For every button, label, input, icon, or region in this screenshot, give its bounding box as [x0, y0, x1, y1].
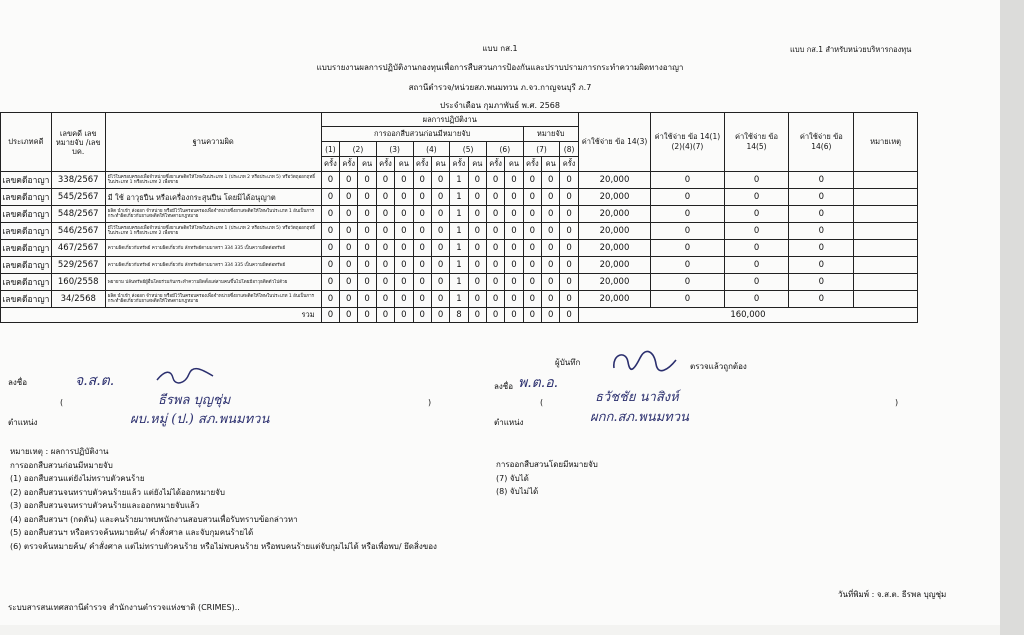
offense-cell: ความผิดเกี่ยวกับทรัพย์ ความผิดเกี่ยวกับ ลักทรัพย์ตามมาตรา 334 335 เป็นความผิดต่อทรัพย์	[105, 240, 321, 257]
case-type-cell: เลขคดีอาญา	[1, 172, 52, 189]
count-cell: 0	[505, 206, 523, 223]
count-cell: 0	[505, 257, 523, 274]
count-cell: 0	[523, 291, 541, 308]
count-cell: 0	[523, 257, 541, 274]
count-cell: 0	[413, 274, 431, 291]
count-cell: 0	[542, 240, 560, 257]
count-cell: 0	[486, 189, 504, 206]
count-cell: 0	[560, 240, 578, 257]
count-cell: 0	[468, 223, 486, 240]
count-cell: 0	[321, 240, 339, 257]
count-cell: 0	[486, 240, 504, 257]
expense-14-1-cell: 0	[651, 291, 724, 308]
count-cell: 0	[505, 189, 523, 206]
expense-14-6-cell: 0	[789, 291, 854, 308]
expense-14-1-header: ค่าใช้จ่าย ข้อ 14(1)(2)(4)(7)	[651, 113, 724, 172]
count-cell: 0	[468, 172, 486, 189]
count-cell: 0	[542, 172, 560, 189]
count-cell: 0	[376, 257, 394, 274]
case-number-cell: 34/2568	[51, 291, 105, 308]
times-label: ครั้ง	[321, 157, 339, 172]
notes-title: หมายเหตุ : ผลการปฏิบัติงาน	[10, 447, 109, 456]
count-cell: 0	[523, 274, 541, 291]
count-cell: 1	[450, 257, 468, 274]
count-cell: 0	[340, 291, 358, 308]
source-system: ระบบสารสนเทศสถานีตำรวจ สำนักงานตำรวจแห่งชาติ (CRIMES)..	[8, 603, 240, 612]
table-row	[1, 257, 918, 274]
count-cell: 0	[468, 189, 486, 206]
count-cell: 1	[450, 291, 468, 308]
offense-header: ฐานความผิด	[105, 113, 321, 172]
offense-cell: มีไว้ในครอบครองเพื่อจำหน่ายซึ่งยาเสพติดให้โทษในประเภท 1 (ประเภท 2 หรือประเภท 5) หรือวัตถุออกฤทธิ์ในประเภท 1 หรือประเภท 2 เพื่อขาย	[105, 223, 321, 240]
offense-cell: ผลิต นำเข้า ส่งออก จำหน่าย หรือมีไว้ในครอบครองเพื่อจำหน่ายซึ่งยาเสพติดให้โทษในประเภท 1 อันเป็นการกระทำผิดเกี่ยวกับยาเสพติดให้โทษตามกฎหมาย	[105, 206, 321, 223]
count-cell: 0	[340, 240, 358, 257]
count-cell: 0	[560, 172, 578, 189]
count-cell: 0	[358, 274, 376, 291]
total-count-cell: 0	[340, 308, 358, 323]
left-signature	[155, 366, 215, 390]
count-cell: 0	[340, 189, 358, 206]
times-label: ครั้ง	[450, 157, 468, 172]
expense-14-3-cell: 20,000	[578, 189, 650, 206]
count-cell: 0	[413, 206, 431, 223]
left-signer-name: ธีรพล บุญชุ่ม	[158, 393, 231, 408]
count-cell: 0	[395, 240, 413, 257]
case-type-cell: เลขคดีอาญา	[1, 291, 52, 308]
printed-by: วันที่พิมพ์ : จ.ส.ต. ธีรพล บุญชุ่ม	[838, 590, 947, 599]
count-cell: 0	[431, 223, 449, 240]
count-cell: 0	[358, 189, 376, 206]
count-cell: 1	[450, 172, 468, 189]
total-label: รวม	[1, 308, 322, 323]
warrant-header: หมายจับ	[523, 127, 578, 142]
count-cell: 0	[358, 257, 376, 274]
total-count-cell: 8	[450, 308, 468, 323]
form-code: แบบ กส.1	[482, 44, 518, 53]
total-count-cell: 0	[395, 308, 413, 323]
expense-14-3-cell: 20,000	[578, 172, 650, 189]
left-position-label: ตำแหน่ง	[8, 418, 38, 427]
count-cell: 0	[542, 189, 560, 206]
persons-label: คน	[395, 157, 413, 172]
note-item: (8) จับไม่ได้	[496, 487, 539, 496]
left-signer-rank: จ.ส.ต.	[75, 373, 115, 389]
count-cell: 0	[486, 206, 504, 223]
note-item: (5) ออกสืบสวนฯ หรือตรวจค้นหมายค้น/ คำสั่งศาล และจับกุมคนร้ายได้	[10, 528, 254, 537]
count-cell: 0	[542, 223, 560, 240]
count-cell: 0	[321, 172, 339, 189]
times-label: ครั้ง	[486, 157, 504, 172]
count-cell: 0	[321, 257, 339, 274]
remark-cell	[854, 172, 918, 189]
count-cell: 0	[340, 274, 358, 291]
expense-14-6-cell: 0	[789, 172, 854, 189]
table-row	[1, 274, 918, 291]
right-close-paren: )	[895, 398, 899, 407]
count-cell: 0	[395, 189, 413, 206]
count-cell: 0	[358, 240, 376, 257]
left-open-paren: (	[60, 398, 64, 407]
persons-label: คน	[505, 157, 523, 172]
count-cell: 0	[376, 240, 394, 257]
expense-14-5-cell: 0	[724, 291, 789, 308]
count-cell: 0	[395, 223, 413, 240]
remark-cell	[854, 206, 918, 223]
count-cell: 0	[486, 223, 504, 240]
count-cell: 0	[431, 274, 449, 291]
table-row	[1, 223, 918, 240]
case-number-cell: 546/2567	[51, 223, 105, 240]
left-close-paren: )	[428, 398, 432, 407]
offense-cell: มี ใช้ อาวุธปืน หรือเครื่องกระสุนปืน โดยมิได้อนุญาต	[105, 189, 321, 206]
total-row	[1, 308, 918, 323]
count-cell: 0	[340, 206, 358, 223]
results-table	[0, 112, 918, 323]
count-cell: 0	[542, 206, 560, 223]
count-cell: 0	[505, 172, 523, 189]
case-number-cell: 529/2567	[51, 257, 105, 274]
total-count-cell: 0	[413, 308, 431, 323]
count-cell: 0	[395, 291, 413, 308]
note-item: (2) ออกสืบสวนจนทราบตัวคนร้ายแล้ว แต่ยังไม่ได้ออกหมายจับ	[10, 487, 225, 497]
total-count-cell: 0	[376, 308, 394, 323]
expense-14-5-cell: 0	[724, 223, 789, 240]
warrant-notes-title: การออกสืบสวนโดยมีหมายจับ	[496, 460, 598, 469]
count-cell: 0	[431, 206, 449, 223]
count-cell: 0	[468, 274, 486, 291]
note-item: (7) จับได้	[496, 473, 529, 483]
total-count-cell: 0	[542, 308, 560, 323]
right-open-paren: (	[540, 398, 544, 407]
expense-14-1-cell: 0	[651, 172, 724, 189]
count-cell: 1	[450, 240, 468, 257]
times-label: ครั้ง	[413, 157, 431, 172]
count-cell: 0	[468, 240, 486, 257]
count-cell: 0	[542, 291, 560, 308]
expense-14-3-cell: 20,000	[578, 257, 650, 274]
total-count-cell: 0	[523, 308, 541, 323]
count-cell: 0	[413, 257, 431, 274]
expense-14-3-cell: 20,000	[578, 274, 650, 291]
count-cell: 0	[505, 291, 523, 308]
count-cell: 0	[486, 257, 504, 274]
count-cell: 0	[321, 223, 339, 240]
times-label: ครั้ง	[560, 157, 578, 172]
count-cell: 0	[340, 172, 358, 189]
count-cell: 0	[413, 189, 431, 206]
expense-14-3-cell: 20,000	[578, 206, 650, 223]
remark-cell	[854, 223, 918, 240]
count-cell: 0	[486, 291, 504, 308]
right-signature	[610, 348, 680, 378]
right-signer-position: ผกก.สภ.พนมทวน	[590, 410, 689, 425]
left-sign-label: ลงชื่อ	[8, 378, 28, 387]
expense-14-3-cell: 20,000	[578, 223, 650, 240]
persons-label: คน	[542, 157, 560, 172]
expense-14-5-cell: 0	[724, 172, 789, 189]
table-body	[1, 172, 918, 323]
count-cell: 0	[321, 291, 339, 308]
count-cell: 0	[486, 172, 504, 189]
note-item: (3) ออกสืบสวนจนทราบตัวคนร้ายและออกหมายจับแล้ว	[10, 501, 200, 510]
expense-14-5-cell: 0	[724, 206, 789, 223]
case-type-cell: เลขคดีอาญา	[1, 189, 52, 206]
results-header: ผลการปฏิบัติงาน	[321, 113, 578, 127]
expense-14-6-cell: 0	[789, 206, 854, 223]
expense-14-1-cell: 0	[651, 257, 724, 274]
expense-14-6-cell: 0	[789, 274, 854, 291]
count-cell: 0	[358, 291, 376, 308]
count-cell: 0	[431, 291, 449, 308]
note-item: (6) ตรวจค้นหมายค้น/ คำสั่งศาล แต่ไม่ทราบตัวคนร้าย หรือไม่พบคนร้าย หรือพบคนร้ายแต่จับกุมไม่ได้ หรือเพื่อพบ/ ยึดสิ่งของ	[10, 541, 437, 551]
case-number-header: เลขคดี เลขหมายจับ /เลข บค.	[51, 113, 105, 172]
case-type-cell: เลขคดีอาญา	[1, 274, 52, 291]
case-number-cell: 467/2567	[51, 240, 105, 257]
note-item: (1) ออกสืบสวนแต่ยังไม่ทราบตัวคนร้าย	[10, 474, 145, 483]
note-item: (4) ออกสืบสวนฯ (กดดัน) และคนร้ายมาพบพนักงานสอบสวนเพื่อรับทราบข้อกล่าวหา	[10, 514, 298, 524]
right-position-label: ตำแหน่ง	[494, 418, 524, 427]
notes-right	[496, 458, 598, 499]
count-cell: 0	[340, 257, 358, 274]
count-cell: 0	[468, 291, 486, 308]
case-type-cell: เลขคดีอาญา	[1, 206, 52, 223]
count-cell: 0	[376, 206, 394, 223]
count-cell: 0	[358, 223, 376, 240]
count-cell: 1	[450, 223, 468, 240]
col-number: (1)	[321, 142, 339, 157]
count-cell: 0	[560, 257, 578, 274]
count-cell: 0	[376, 291, 394, 308]
total-count-cell: 0	[431, 308, 449, 323]
expense-14-6-cell: 0	[789, 240, 854, 257]
count-cell: 0	[321, 206, 339, 223]
table-row	[1, 172, 918, 189]
persons-label: คน	[358, 157, 376, 172]
count-cell: 0	[395, 206, 413, 223]
count-cell: 0	[376, 223, 394, 240]
expense-14-1-cell: 0	[651, 206, 724, 223]
count-cell: 1	[450, 274, 468, 291]
col-number: (4)	[413, 142, 450, 157]
times-label: ครั้ง	[340, 157, 358, 172]
remark-cell	[854, 240, 918, 257]
count-cell: 0	[523, 240, 541, 257]
remark-cell	[854, 291, 918, 308]
count-cell: 0	[431, 189, 449, 206]
recorder-title: ผู้บันทึก	[555, 358, 581, 367]
right-sign-label: ลงชื่อ	[494, 382, 514, 391]
expense-14-6-cell: 0	[789, 189, 854, 206]
case-number-cell: 160/2558	[51, 274, 105, 291]
col-number: (5)	[450, 142, 487, 157]
count-cell: 0	[523, 189, 541, 206]
count-cell: 0	[376, 274, 394, 291]
count-cell: 0	[523, 206, 541, 223]
offense-cell: ความผิดเกี่ยวกับทรัพย์ ความผิดเกี่ยวกับ ลักทรัพย์ตามมาตรา 334 335 เป็นความผิดต่อทรัพย์	[105, 257, 321, 274]
total-expense-cell: 160,000	[578, 308, 917, 323]
count-cell: 0	[321, 274, 339, 291]
expense-14-3-cell: 20,000	[578, 291, 650, 308]
report-title: แบบรายงานผลการปฏิบัติงานกองทุนเพื่อการสืบสวนการป้องกันและปราบปรามการกระทำความผิดทางอาญา	[316, 63, 684, 72]
col-number: (6)	[486, 142, 523, 157]
offense-cell: ผลิต นำเข้า ส่งออก จำหน่าย หรือมีไว้ในครอบครองเพื่อจำหน่ายซึ่งยาเสพติดให้โทษในประเภท 1 อันเป็นการกระทำผิดเกี่ยวกับยาเสพติดให้โทษตามกฎหมาย	[105, 291, 321, 308]
persons-label: คน	[468, 157, 486, 172]
count-cell: 0	[468, 257, 486, 274]
count-cell: 0	[413, 291, 431, 308]
count-cell: 0	[523, 172, 541, 189]
count-cell: 0	[505, 240, 523, 257]
count-cell: 0	[340, 223, 358, 240]
count-cell: 0	[395, 274, 413, 291]
count-cell: 0	[560, 189, 578, 206]
count-cell: 0	[376, 172, 394, 189]
table-row	[1, 240, 918, 257]
total-count-cell: 0	[560, 308, 578, 323]
left-signer-position: ผบ.หมู่ (ป.) สภ.พนมทวน	[130, 412, 270, 427]
expense-14-6-cell: 0	[789, 223, 854, 240]
count-cell: 0	[395, 257, 413, 274]
count-cell: 0	[431, 172, 449, 189]
right-signer-name: ธวัชชัย นาสิงห์	[595, 390, 679, 405]
count-cell: 0	[542, 257, 560, 274]
count-cell: 0	[413, 223, 431, 240]
table-row	[1, 189, 918, 206]
expense-14-6-cell: 0	[789, 257, 854, 274]
expense-14-3-header: ค่าใช้จ่าย ข้อ 14(3)	[578, 113, 650, 172]
count-cell: 0	[468, 206, 486, 223]
offense-cell: พยายาม ปล้นทรัพย์ผู้อื่นโดยร่วมกันกระทำความผิดตั้งแต่สามคนขึ้นไปโดยมีอาวุธติดตัวไปด้วย	[105, 274, 321, 291]
case-number-cell: 545/2567	[51, 189, 105, 206]
count-cell: 0	[431, 240, 449, 257]
expense-14-5-cell: 0	[724, 274, 789, 291]
count-cell: 0	[413, 240, 431, 257]
case-number-cell: 548/2567	[51, 206, 105, 223]
count-cell: 0	[505, 223, 523, 240]
form-code-right: แบบ กส.1 สำหรับหน่วยบริหารกองทุน	[790, 45, 912, 54]
case-type-cell: เลขคดีอาญา	[1, 257, 52, 274]
count-cell: 0	[358, 206, 376, 223]
station-name: สถานีตำรวจ/หน่วยสภ.พนมทวน ภ.จว.กาญจนบุรี ภ.7	[408, 83, 592, 92]
expense-14-5-cell: 0	[724, 189, 789, 206]
count-cell: 0	[560, 274, 578, 291]
expense-14-1-cell: 0	[651, 223, 724, 240]
times-label: ครั้ง	[376, 157, 394, 172]
expense-14-5-cell: 0	[724, 257, 789, 274]
table-row	[1, 291, 918, 308]
count-cell: 0	[395, 172, 413, 189]
times-label: ครั้ง	[523, 157, 541, 172]
total-count-cell: 0	[505, 308, 523, 323]
case-type-cell: เลขคดีอาญา	[1, 223, 52, 240]
checked-label: ตรวจแล้วถูกต้อง	[690, 362, 747, 371]
count-cell: 0	[376, 189, 394, 206]
table-row	[1, 206, 918, 223]
expense-14-1-cell: 0	[651, 274, 724, 291]
remark-header: หมายเหตุ	[854, 113, 918, 172]
expense-14-3-cell: 20,000	[578, 240, 650, 257]
total-count-cell: 0	[358, 308, 376, 323]
notes-subtitle: การออกสืบสวนก่อนมีหมายจับ	[10, 460, 113, 470]
case-type-cell: เลขคดีอาญา	[1, 240, 52, 257]
remark-cell	[854, 189, 918, 206]
col-number: (8)	[560, 142, 578, 157]
count-cell: 0	[560, 291, 578, 308]
count-cell: 0	[486, 274, 504, 291]
count-cell: 0	[523, 223, 541, 240]
count-cell: 0	[560, 206, 578, 223]
investigation-header: การออกสืบสวนก่อนมีหมายจับ	[321, 127, 523, 142]
scan-edge	[1000, 0, 1024, 635]
right-signer-rank: พ.ต.อ.	[518, 375, 559, 391]
count-cell: 1	[450, 189, 468, 206]
count-cell: 0	[321, 189, 339, 206]
col-number: (3)	[376, 142, 413, 157]
count-cell: 0	[413, 172, 431, 189]
expense-14-1-cell: 0	[651, 189, 724, 206]
remark-cell	[854, 274, 918, 291]
case-number-cell: 338/2567	[51, 172, 105, 189]
expense-14-5-cell: 0	[724, 240, 789, 257]
total-count-cell: 0	[321, 308, 339, 323]
persons-label: คน	[431, 157, 449, 172]
col-number: (7)	[523, 142, 560, 157]
expense-14-1-cell: 0	[651, 240, 724, 257]
col-number: (2)	[340, 142, 377, 157]
report-month: ประจำเดือน กุมภาพันธ์ พ.ศ. 2568	[440, 101, 560, 110]
total-count-cell: 0	[468, 308, 486, 323]
expense-14-5-header: ค่าใช้จ่าย ข้อ 14(5)	[724, 113, 789, 172]
count-cell: 0	[358, 172, 376, 189]
remark-cell	[854, 257, 918, 274]
count-cell: 0	[505, 274, 523, 291]
count-cell: 0	[542, 274, 560, 291]
count-cell: 0	[560, 223, 578, 240]
type-header: ประเภทคดี	[1, 113, 52, 172]
notes-left	[10, 445, 437, 553]
expense-14-6-header: ค่าใช้จ่าย ข้อ 14(6)	[789, 113, 854, 172]
total-count-cell: 0	[486, 308, 504, 323]
count-cell: 0	[431, 257, 449, 274]
offense-cell: มีไว้ในครอบครองเพื่อจำหน่ายซึ่งยาเสพติดให้โทษในประเภท 1 (ประเภท 2 หรือประเภท 5) หรือวัตถุออกฤทธิ์ในประเภท 1 หรือประเภท 2 เพื่อขาย	[105, 172, 321, 189]
count-cell: 1	[450, 206, 468, 223]
